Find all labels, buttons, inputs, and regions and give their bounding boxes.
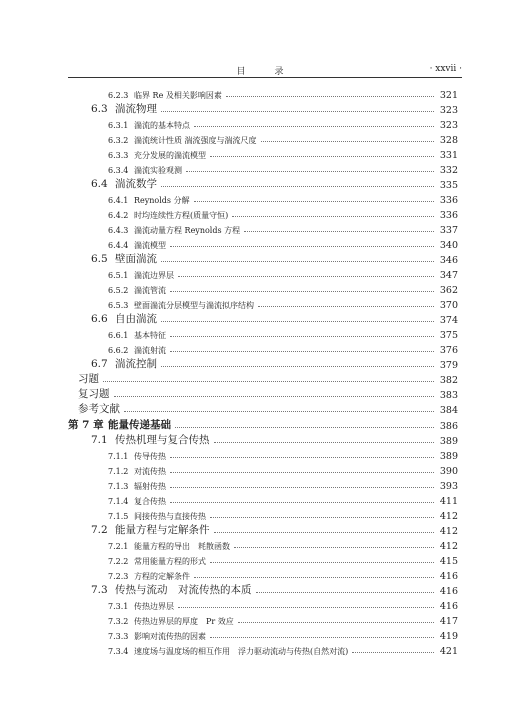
dot-leader: [170, 502, 434, 503]
toc-entry-title: 传热边界层: [134, 602, 174, 611]
toc-entry-number: 7.1.2: [108, 467, 129, 476]
toc-entry: [68, 386, 458, 401]
toc-entry-number: 6.2.3: [108, 91, 129, 100]
toc-entry-label: [68, 556, 206, 567]
toc-entry-title: 能量传递基础: [108, 419, 171, 431]
dot-leader: [170, 291, 434, 292]
dot-leader: [175, 427, 434, 428]
toc-entry-number: 6.5.3: [108, 301, 129, 310]
toc-entry-title: 传热与流动 对流传热的本质: [115, 584, 252, 596]
toc-entry: [68, 642, 458, 657]
toc-entry-page: 321: [439, 90, 458, 101]
toc-entry: [68, 447, 458, 462]
toc-entry-page: 332: [439, 165, 458, 176]
toc-entry: [68, 492, 458, 507]
toc-entry-page: 412: [439, 541, 458, 552]
toc-entry-title: 传热边界层的厚度 Pr 效应: [134, 617, 234, 626]
page-header: [68, 64, 462, 78]
toc-entry: [68, 266, 458, 281]
toc-entry-label: [68, 522, 210, 537]
dot-leader: [161, 321, 434, 322]
toc-entry-title: 速度场与温度场的相互作用 浮力驱动流动与传热(自然对流): [134, 647, 349, 656]
toc-entry-label: [68, 251, 157, 266]
toc-entry-title: 辐射传热: [134, 482, 166, 491]
toc-entry-label: [68, 582, 252, 597]
dot-leader: [161, 366, 434, 367]
toc-entry-label: [68, 165, 182, 176]
toc-entry-page: 370: [439, 300, 458, 311]
dot-leader: [238, 622, 434, 623]
toc-entry-label: [68, 511, 206, 522]
toc-entry-title: 传热机理与复合传热: [115, 434, 210, 446]
toc-entry: [68, 522, 458, 537]
toc-entry-title: 湍流实验观测: [134, 166, 182, 175]
toc-entry-page: 411: [439, 496, 458, 507]
toc-entry-page: 340: [439, 240, 458, 251]
toc-entry-number: 6.6.1: [108, 331, 129, 340]
toc-entry-number: 6.6: [91, 313, 108, 325]
toc-entry-title: 参考文献: [78, 403, 120, 415]
toc-entry: [68, 432, 458, 447]
dot-leader: [261, 141, 434, 142]
header-page-number: · xxvii ·: [429, 64, 462, 74]
toc-entry-number: 6.3.1: [108, 121, 129, 130]
toc-entry-label: [68, 432, 210, 447]
toc-entry-label: [68, 541, 230, 552]
toc-entry: [68, 597, 458, 612]
toc-entry-number: 6.4.2: [108, 211, 129, 220]
toc-entry-title: 传导传热: [134, 452, 166, 461]
toc-entry-page: 336: [439, 195, 458, 206]
dot-leader: [226, 96, 434, 97]
toc-entry-page: 389: [439, 451, 458, 462]
header-title: 目 录: [236, 67, 294, 77]
toc-entry: [68, 236, 458, 251]
toc-entry-number: 7.1.1: [108, 452, 129, 461]
toc-entry-label: [68, 176, 157, 191]
toc-entry-number: 6.4: [91, 178, 108, 190]
dot-leader: [256, 592, 435, 593]
toc-entry: [68, 537, 458, 552]
dot-leader: [124, 411, 434, 412]
toc-entry: [68, 371, 458, 386]
toc-entry-title: 对流传热: [134, 467, 166, 476]
toc-entry: [68, 191, 458, 206]
toc-entry: [68, 221, 458, 236]
toc-entry-title: 湍流数学: [115, 178, 157, 190]
toc-entry-title: 湍流管流: [134, 286, 166, 295]
toc-entry-label: [68, 417, 171, 432]
toc-entry: [68, 131, 458, 146]
toc-entry-title: 常用能量方程的形式: [134, 557, 206, 566]
toc-entry-title: 临界 Re 及相关影响因素: [134, 91, 222, 100]
toc-entry-page: 323: [439, 105, 458, 116]
toc-entry-title: 湍流模型: [134, 241, 166, 250]
toc-entry-page: 386: [439, 421, 458, 432]
toc-entry-page: 419: [439, 631, 458, 642]
toc-entry-page: 412: [439, 526, 458, 537]
toc-entry-title: 壁面湍流: [115, 253, 157, 265]
toc-entry-number: 7.3.3: [108, 632, 129, 641]
toc-entry-page: 375: [439, 330, 458, 341]
dot-leader: [170, 457, 434, 458]
toc-entry-page: 393: [439, 481, 458, 492]
toc-entry-page: 331: [439, 150, 458, 161]
toc-entry-label: [68, 401, 120, 416]
toc-entry-title: 湍流统计性质 湍流强度与湍流尺度: [134, 136, 257, 145]
toc-entry-page: 390: [439, 466, 458, 477]
toc-entry-page: 337: [439, 225, 458, 236]
toc-entry-label: [68, 631, 206, 642]
toc-entry-label: [68, 345, 166, 356]
toc-entry: [68, 161, 458, 176]
dot-leader: [244, 231, 434, 232]
toc-entry-page: 416: [439, 601, 458, 612]
toc-entry-number: 6.4.4: [108, 241, 129, 250]
toc-entry-label: [68, 646, 348, 657]
toc-entry-number: 7.3.2: [108, 617, 129, 626]
toc-entry-title: 湍流物理: [115, 103, 157, 115]
toc-entry-page: 347: [439, 270, 458, 281]
toc-entry-number: 7.3.1: [108, 602, 129, 611]
dot-leader: [114, 396, 435, 397]
toc-entry-page: 379: [439, 360, 458, 371]
dot-leader: [210, 156, 434, 157]
dot-leader: [214, 442, 435, 443]
toc-entry-title: 充分发展的湍流模型: [134, 151, 206, 160]
toc-entry-title: 能量方程与定解条件: [115, 524, 210, 536]
toc-entry: [68, 146, 458, 161]
toc-entry-page: 389: [439, 436, 458, 447]
toc-entry-label: [68, 300, 254, 311]
toc-entry: [68, 462, 458, 477]
toc-entry: [68, 567, 458, 582]
toc-entry-page: 416: [439, 571, 458, 582]
toc-entry: [68, 251, 458, 266]
toc-entry: [68, 416, 458, 432]
toc-entry-label: [68, 571, 190, 582]
toc-entry-label: [68, 496, 166, 507]
toc-entry-label: [68, 150, 206, 161]
toc-entry: [68, 176, 458, 191]
toc-entry-label: [68, 356, 157, 371]
dot-leader: [178, 607, 434, 608]
toc-entry-title: 方程的定解条件: [134, 572, 190, 581]
dot-leader: [214, 532, 435, 533]
dot-leader: [194, 577, 434, 578]
toc-entry-page: 415: [439, 556, 458, 567]
toc-entry-page: 384: [439, 405, 458, 416]
toc-entry-label: [68, 451, 166, 462]
toc-entry-title: 壁面湍流分层模型与湍流拟序结构: [134, 301, 254, 310]
dot-leader: [103, 381, 434, 382]
toc-entry-label: [68, 285, 166, 296]
toc-entry-title: 复习题: [78, 388, 110, 400]
toc-entry-label: [68, 616, 234, 627]
toc-entry-label: [68, 120, 190, 131]
toc-entry: [68, 552, 458, 567]
toc-entry: [68, 116, 458, 131]
dot-leader: [352, 652, 434, 653]
dot-leader: [178, 276, 434, 277]
toc-entry-number: 7.1: [91, 434, 108, 446]
toc-entry-number: 6.6.2: [108, 346, 129, 355]
toc-entry-title: Reynolds 分解: [134, 196, 190, 205]
toc-entry: [68, 582, 458, 597]
toc-entry-number: 7.3.4: [108, 647, 129, 656]
dot-leader: [210, 637, 434, 638]
toc-entry-number: 7.1.3: [108, 482, 129, 491]
toc-entry-number: 6.5: [91, 253, 108, 265]
toc-entry-number: 6.3.2: [108, 136, 129, 145]
dot-leader: [186, 171, 434, 172]
toc-entry-title: 复合传热: [134, 497, 166, 506]
toc-entry-number: 7.1.5: [108, 512, 129, 521]
toc-entry: [68, 326, 458, 341]
toc-entry: [68, 401, 458, 416]
toc-entry: [68, 311, 458, 326]
toc-entry-number: 6.4.3: [108, 226, 129, 235]
toc-entry-number: 7.1.4: [108, 497, 129, 506]
toc-entry-page: 374: [439, 315, 458, 326]
toc-entry-label: [68, 601, 174, 612]
toc-entry-page: 335: [439, 180, 458, 191]
toc-entry-title: 习题: [78, 373, 99, 385]
dot-leader: [161, 186, 434, 187]
dot-leader: [161, 111, 434, 112]
toc-entry-number: 6.3: [91, 103, 108, 115]
toc-entry: [68, 627, 458, 642]
toc-entry-number: 第 7 章: [68, 419, 104, 431]
dot-leader: [170, 351, 434, 352]
dot-leader: [194, 126, 434, 127]
dot-leader: [170, 336, 434, 337]
toc-entry-number: 7.2.3: [108, 572, 129, 581]
toc-entry-title: 时均连续性方程(质量守恒): [134, 211, 229, 220]
dot-leader: [170, 472, 434, 473]
toc-entry-number: 6.5.2: [108, 286, 129, 295]
toc-entry-page: 336: [439, 210, 458, 221]
toc-entry-page: 346: [439, 255, 458, 266]
toc-entry-title: 影响对流传热的因素: [134, 632, 206, 641]
toc-entry: [68, 86, 458, 101]
toc-entry-label: [68, 195, 190, 206]
toc-entry-number: 7.2.1: [108, 542, 129, 551]
dot-leader: [210, 562, 434, 563]
dot-leader: [234, 547, 434, 548]
dot-leader: [258, 306, 434, 307]
toc-entry-number: 7.2: [91, 524, 108, 536]
toc-entry: [68, 101, 458, 116]
toc-entry-label: [68, 135, 257, 146]
toc-entry-number: 7.2.2: [108, 557, 129, 566]
toc-entry-page: 412: [439, 511, 458, 522]
toc-entry-number: 6.7: [91, 358, 108, 370]
toc-entry-title: 能量方程的导出 耗散函数: [134, 542, 230, 551]
toc-entry-page: 376: [439, 345, 458, 356]
toc-entry: [68, 341, 458, 356]
toc-entry-label: [68, 90, 222, 101]
dot-leader: [210, 517, 434, 518]
toc-entry-label: [68, 225, 240, 236]
toc-entry-page: 323: [439, 120, 458, 131]
toc-entry: [68, 356, 458, 371]
toc-entry-label: [68, 386, 110, 401]
toc-entry-label: [68, 466, 166, 477]
table-of-contents: [68, 86, 458, 657]
toc-entry-page: 383: [439, 390, 458, 401]
toc-entry-page: 382: [439, 375, 458, 386]
toc-entry-title: 自由湍流: [115, 313, 157, 325]
dot-leader: [170, 487, 434, 488]
toc-entry-label: [68, 311, 157, 326]
dot-leader: [194, 201, 434, 202]
toc-entry: [68, 507, 458, 522]
toc-entry: [68, 477, 458, 492]
toc-entry-label: [68, 101, 157, 116]
toc-entry-label: [68, 481, 166, 492]
toc-entry-title: 湍流动量方程 Reynolds 方程: [134, 226, 241, 235]
toc-entry-title: 基本特征: [134, 331, 166, 340]
toc-entry-title: 湍流的基本特点: [134, 121, 190, 130]
toc-entry-label: [68, 371, 99, 386]
toc-entry-number: 6.5.1: [108, 271, 129, 280]
dot-leader: [161, 261, 434, 262]
toc-entry-number: 6.3.3: [108, 151, 129, 160]
toc-entry-title: 间接传热与直接传热: [134, 512, 206, 521]
toc-entry-title: 湍流控制: [115, 358, 157, 370]
toc-entry-number: 7.3: [91, 584, 108, 596]
toc-entry-title: 湍流射流: [134, 346, 166, 355]
dot-leader: [232, 216, 434, 217]
toc-entry: [68, 281, 458, 296]
toc-entry: [68, 206, 458, 221]
toc-entry: [68, 296, 458, 311]
toc-entry-page: 416: [439, 586, 458, 597]
toc-entry-number: 6.3.4: [108, 166, 129, 175]
toc-entry: [68, 612, 458, 627]
toc-entry-page: 417: [439, 616, 458, 627]
toc-entry-label: [68, 210, 228, 221]
toc-entry-title: 湍流边界层: [134, 271, 174, 280]
dot-leader: [170, 246, 434, 247]
toc-entry-page: 328: [439, 135, 458, 146]
toc-entry-label: [68, 270, 174, 281]
toc-entry-page: 362: [439, 285, 458, 296]
toc-entry-label: [68, 240, 166, 251]
toc-entry-number: 6.4.1: [108, 196, 129, 205]
header-rule: [68, 77, 462, 78]
toc-entry-label: [68, 330, 166, 341]
toc-entry-page: 421: [439, 646, 458, 657]
